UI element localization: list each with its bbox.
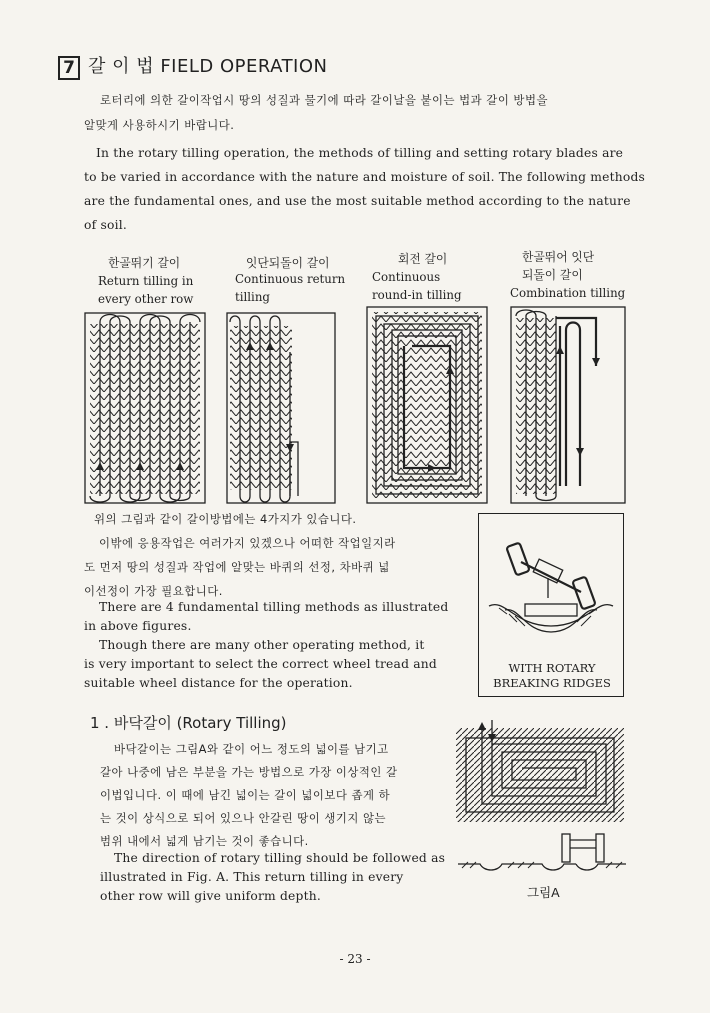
diagram-return-tilling xyxy=(84,312,206,504)
intro-ko-line: 로터리에 의한 갈이작업시 땅의 성질과 물기에 따라 갈이날을 붙이는 법과 갈이 방법을 xyxy=(100,93,548,107)
method-2-en: Continuous return xyxy=(235,272,346,286)
rotary-ridges-figure xyxy=(478,513,624,697)
page-number: - 23 - xyxy=(339,952,371,966)
diagram-combination xyxy=(510,306,626,504)
intro-ko-line: 알맞게 사용하시기 바랍니다. xyxy=(84,118,235,132)
figure-a-field-plan xyxy=(456,716,624,822)
body-en-line: suitable wheel distance for the operation. xyxy=(84,676,353,690)
method-3-en: round-in tilling xyxy=(372,288,462,302)
section1-ko-line: 바닥갈이는 그림A와 같이 어느 정도의 넓이를 남기고 xyxy=(114,742,389,756)
figure-caption: BREAKING RIDGES xyxy=(493,676,611,690)
method-4-en: Combination tilling xyxy=(510,286,626,300)
method-3-en: Continuous xyxy=(372,270,441,284)
figure-a-label: 그림A xyxy=(527,885,560,900)
page-title: 갈 이 법 FIELD OPERATION xyxy=(88,56,328,77)
intro-en-line: In the rotary tilling operation, the methods of tilling and setting rotary blades are xyxy=(96,146,624,160)
intro-en-line: of soil. xyxy=(84,218,127,232)
section1-en-line: other row will give uniform depth. xyxy=(100,889,321,903)
body-ko-line: 도 먼저 땅의 성질과 작업에 알맞는 바퀴의 선정, 차바퀴 넓 xyxy=(84,560,390,574)
section1-en-line: illustrated in Fig. A. This return tilling in every xyxy=(100,870,404,884)
method-1-en: every other row xyxy=(98,292,194,306)
diagram-continuous-return xyxy=(226,312,336,504)
method-4-ko: 한골뛰어 잇단 xyxy=(522,250,595,264)
body-en-line: Though there are many other operating method, it xyxy=(99,638,425,652)
body-ko-line: 위의 그림과 같이 갈이방법에는 4가지가 있습니다. xyxy=(94,512,357,526)
body-en-line: in above figures. xyxy=(84,619,192,633)
section1-ko-line: 범위 내에서 넓게 남기는 것이 좋습니다. xyxy=(100,834,309,848)
intro-en-line: to be varied in accordance with the nature and moisture of soil. The following methods xyxy=(84,170,646,184)
section1-ko-line: 이법입니다. 이 때에 남긴 넓이는 갈이 넓이보다 좁게 하 xyxy=(100,788,391,802)
section1-ko-line: 는 것이 상식으로 되어 있으나 안갈린 땅이 생기지 않는 xyxy=(100,811,387,825)
section-number-box: 7 xyxy=(58,56,80,80)
intro-en-line: are the fundamental ones, and use the most suitable method according to the nature xyxy=(84,194,631,208)
method-4-ko: 되돌이 갈이 xyxy=(522,268,583,282)
body-ko-line: 이밖에 응용작업은 여러가지 있겠으나 어떠한 작업일지라 xyxy=(99,536,396,550)
method-2-ko: 잇단되돌이 갈이 xyxy=(246,256,330,270)
method-3-ko: 회전 갈이 xyxy=(398,252,448,266)
method-2-en: tilling xyxy=(235,290,270,304)
figure-a-cross-section xyxy=(458,830,626,876)
section-title: 1 . 바닥갈이 (Rotary Tilling) xyxy=(90,714,287,732)
body-en-line: There are 4 fundamental tilling methods as illustrated xyxy=(99,600,449,614)
tractor-on-ridges-illustration xyxy=(485,534,617,644)
method-1-ko: 한골뛰기 갈이 xyxy=(108,256,181,270)
figure-caption: WITH ROTARY xyxy=(508,661,596,675)
method-1-en: Return tilling in xyxy=(98,274,194,288)
section1-ko-line: 갈아 나중에 남은 부분을 가는 방법으로 가장 이상적인 갈 xyxy=(100,765,398,779)
section1-en-line: The direction of rotary tilling should be followed as xyxy=(114,851,446,865)
body-en-line: is very important to select the correct wheel tread and xyxy=(84,657,437,671)
body-ko-line: 이선정이 가장 필요합니다. xyxy=(84,584,223,598)
diagram-round-in xyxy=(366,306,488,504)
